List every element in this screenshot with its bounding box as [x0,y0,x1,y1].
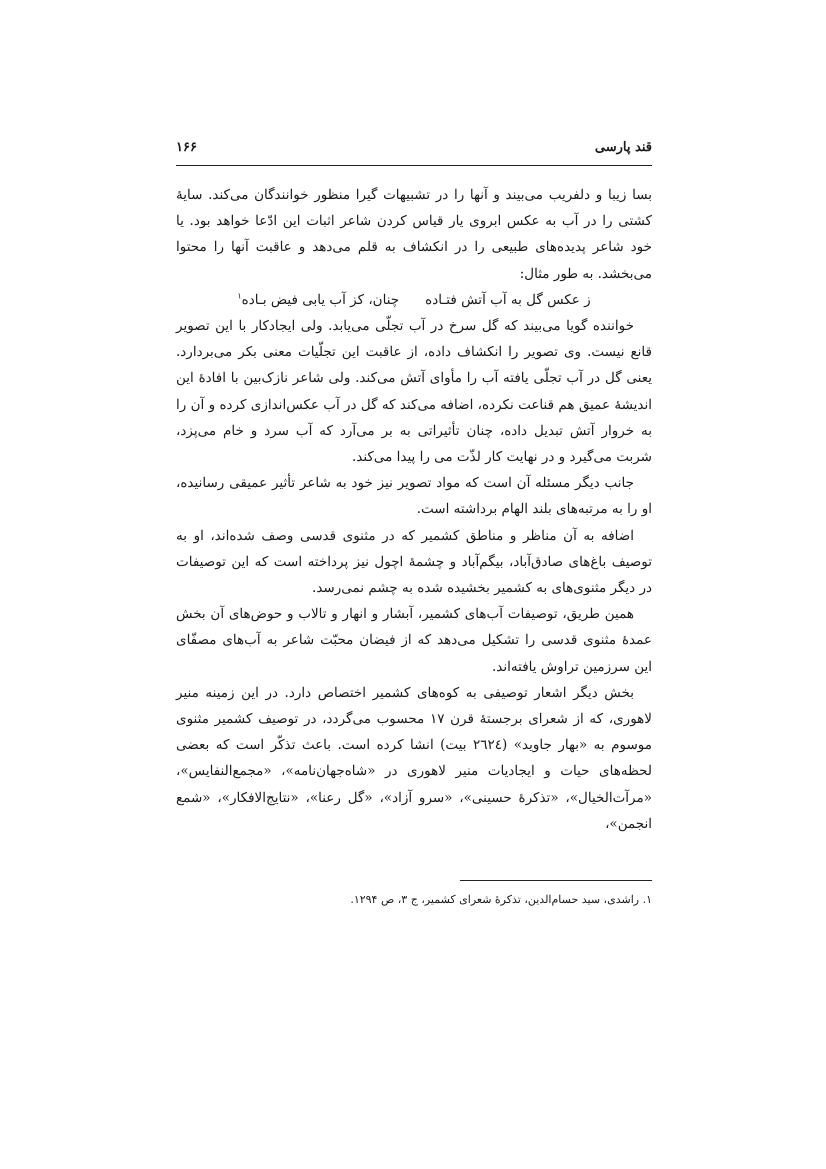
paragraph-6: بخش دیگر اشعار توصیفی به کوه‌های کشمیر اختصاص دارد. در این زمینه منیر لاهوری، که از شعرای برجستهٔ قرن ۱۷ محسوب می‌گردد، در توصیف کشمیر مثنوی موسوم به «بهار جاوید» (۲٦۲٤ بیت) انشا کرده است. باعث تذکّر است که بعضی لحظه‌های حیات و ایجادیات منیر لاهوری در «شاه‌جهان‌نامه»، «مجمع‌النفایس»، «مرآت‌الخیال»، «تذکرهٔ حسینی»، «سرو آزاد»، «گل رعنا»، «نتایج‌الافکار»، «شمع انجمن»، [176,684,653,832]
verse-hemistich-2-wrap [237,287,399,313]
footnote-marker: ۱ [237,291,242,301]
paragraph-3: جانب دیگر مسئله آن است که مواد تصویر نیز خود به شاعر تأثیر عمیقی رسانیده، او را به مرتبه‌های بلند الهام برداشته است. [176,475,652,518]
page-header [176,140,652,162]
verse-hemistich-1: ز عکس گل به آب آتش فتـاده [425,291,591,308]
page-number: ۱۶۶ [176,140,197,155]
paragraph-5: همین طریق، توصیفات آب‌های کشمیر، آبشار و انهار و تالاب و حوض‌های آن بخش عمدهٔ مثنوی قدسی را تشکیل می‌دهد که از فیضان محبّت شاعر به آب‌های مصفّای این سرزمین تراوش یافته‌اند. [176,606,652,675]
header-rule [176,165,652,166]
footnote: ۱. راشدی، سید حسام‌الدین، تذکرهٔ شعرای کشمیر، ج ۳، ص ۱۲۹۴. [350,893,652,906]
paragraph-1: بسا زیبا و دلفریب می‌بیند و آنها را در تشبیهات گیرا منظور خوانندگان می‌کند. سایهٔ کشتی را در آب به عکس ابروی یار قیاس کردن شاعر اثبات این ادّعا خواهد بود. یا خود شاعر پدیده‌های طبیعی را در انکشاف به قلم می‌دهد و عاقبت آنها را محتوا می‌بخشد. به طور مثال: [176,187,652,282]
body-text [176,182,652,837]
verse-couplet [176,287,652,313]
running-title: قند پارسی [594,140,652,155]
paragraph-4: اضافه به آن مناظر و مناطق کشمیر که در مثنوی قدسی وصف شده‌اند، او به توصیف باغ‌های صادق‌آباد، بیگم‌آباد و چشمهٔ اچول نیز پرداخته است که این توصیفات در دیگر مثنوی‌های به کشمیر بخشیده شده به چشم نمی‌رسد. [176,527,652,597]
verse-hemistich-2: چنان، کز آب یابی فیض بـاده [241,291,400,308]
footnote-rule [460,880,652,881]
paragraph-2: خواننده گویا می‌بیند که گل سرخ در آب تجلّی می‌یابد. ولی ایجادکار با این تصویر قانع نیست. وی تصویر را انکشاف داده، از عاقبت این تجلّیات معنی بکر می‌بردارد. یعنی گل در آب تجلّی یافته آب را مأوای آتش می‌کند. ولی شاعر نازک‌بین با افادهٔ این اندیشهٔ عمیق هم قناعت نکرده، اضافه می‌کند که گل در آب عکس‌اندازی کرده و آن را به خروار آتش تبدیل داده، چنان تأثیراتی به بر می‌آرد که آب سرد و خام می‌پزد، شربت می‌گیرد و در نهایت کار لذّت می را پیدا می‌کند. [176,318,652,466]
